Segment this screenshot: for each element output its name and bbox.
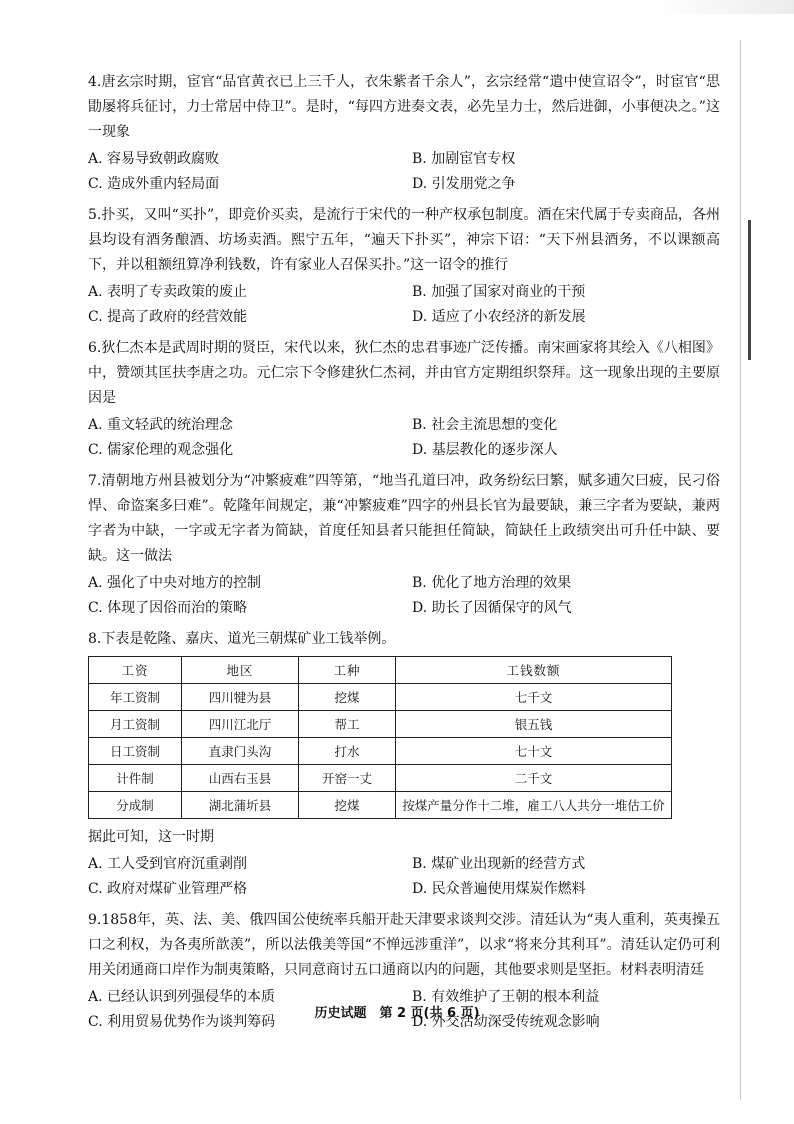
- table-cell: 四川犍为县: [182, 684, 299, 711]
- option-list: [88, 852, 720, 902]
- question-stem: 7.清朝地方州县被划分为“冲繁疲难”四等第，“地当孔道曰冲，政务纷纭曰繁，赋多逋欠曰疲，民刁俗悍、命盗案多曰难”。乾隆年间规定，兼“冲繁疲难”四字的州县长官为最要缺，兼三字者为要缺，兼两字者为中缺，一字或无字者为简缺，首度任知县者只能担任简缺，简缺任上政绩突出可升任中缺、要缺。这一做法: [88, 473, 720, 564]
- option-d[interactable]: D. 助长了因循保守的风气: [412, 600, 572, 616]
- question-7: [88, 469, 720, 621]
- option-c[interactable]: C. 利用贸易优势作为谈判筹码: [88, 1014, 276, 1030]
- table-header: 工资: [89, 657, 182, 684]
- table-cell: 七十文: [396, 738, 672, 765]
- table-cell: 山西右玉县: [182, 765, 299, 792]
- table-cell: 打水: [299, 738, 396, 765]
- question-stem: 9.1858年，英、法、美、俄四国公使统率兵船开赴天津要求谈判交涉。清廷认为“夷人重利，英夷操五口之利权，为各夷所歆羡”，所以法俄美等国“不惮远涉重洋”，以求“将来分其利耳”。清廷认定仍可利用关闭通商口岸作为制夷策略，只同意商讨五口通商以内的问题，其他要求则是坚拒。材料表明清廷: [88, 912, 720, 978]
- option-b[interactable]: B. 有效维护了王朝的根本利益: [412, 989, 600, 1005]
- question-followup: 据此可知，这一时期: [88, 829, 214, 845]
- option-c[interactable]: C. 儒家伦理的观念强化: [88, 442, 234, 458]
- option-list: [88, 413, 720, 463]
- question-4: [88, 70, 720, 197]
- option-c[interactable]: C. 政府对煤矿业管理严格: [88, 881, 248, 897]
- option-c[interactable]: C. 体现了因俗而治的策略: [88, 600, 248, 616]
- option-b[interactable]: B. 优化了地方治理的效果: [412, 575, 572, 591]
- table-header-row: [89, 657, 672, 684]
- table-cell: 挖煤: [299, 792, 396, 819]
- option-d[interactable]: D. 基层教化的逐步深人: [412, 442, 558, 458]
- wage-table: [88, 656, 672, 819]
- table-cell: 日工资制: [89, 738, 182, 765]
- question-6: [88, 336, 720, 463]
- table-cell: 银五钱: [396, 711, 672, 738]
- option-c[interactable]: C. 造成外重内轻局面: [88, 176, 220, 192]
- binding-mark: [748, 220, 751, 360]
- table-cell: 年工资制: [89, 684, 182, 711]
- option-list: [88, 571, 720, 621]
- table-cell: 分成制: [89, 792, 182, 819]
- option-a[interactable]: A. 已经认识到列强侵华的本质: [88, 989, 276, 1005]
- table-header: 工种: [299, 657, 396, 684]
- questions-area: [88, 70, 720, 1041]
- option-a[interactable]: A. 重文轻武的统治理念: [88, 417, 234, 433]
- question-stem: 4.唐玄宗时期，宦官“品官黄衣已上三千人，衣朱紫者千余人”，玄宗经常“遣中使宣诏令”，时宦官“思勖屡将兵征讨，力士常居中侍卫”。是时，“每四方进奏文表，必先呈力士，然后进御，小事便决之。”这一现象: [88, 74, 720, 140]
- table-row: [89, 738, 672, 765]
- option-d[interactable]: D. 外交活动深受传统观念影响: [412, 1014, 600, 1030]
- option-b[interactable]: B. 加强了国家对商业的干预: [412, 284, 586, 300]
- option-b[interactable]: B. 社会主流思想的变化: [412, 417, 558, 433]
- table-row: [89, 792, 672, 819]
- table-header: 工钱数额: [396, 657, 672, 684]
- page-footer: 历史试题 第 2 页(共 6 页): [314, 1006, 480, 1021]
- option-a[interactable]: A. 工人受到官府沉重剥削: [88, 856, 248, 872]
- option-b[interactable]: B. 煤矿业出现新的经营方式: [412, 856, 586, 872]
- table-cell: 挖煤: [299, 684, 396, 711]
- table-cell: 七千文: [396, 684, 672, 711]
- binding-margin-line: [740, 40, 741, 1100]
- table-cell: 直隶门头沟: [182, 738, 299, 765]
- option-a[interactable]: A. 容易导致朝政腐败: [88, 151, 220, 167]
- option-list: [88, 147, 720, 197]
- question-stem: 6.狄仁杰本是武周时期的贤臣，宋代以来，狄仁杰的忠君事迹广泛传播。南宋画家将其绘入《八相图》中，赞颂其匡扶李唐之功。元仁宗下令修建狄仁杰祠，并由官方定期组织祭拜。这一现象出现的主要原因是: [88, 340, 720, 406]
- question-8: [88, 627, 720, 902]
- option-list: [88, 280, 720, 330]
- table-cell: 开窑一丈: [299, 765, 396, 792]
- question-stem: 5.扑买，又叫“买扑”，即竞价买卖，是流行于宋代的一种产权承包制度。酒在宋代属于专卖商品，各州县均设有酒务酿酒、坊场卖酒。熙宁五年，“遍天下扑买”，神宗下诏：“天下州县酒务，不以课额高下，并以租额纽算净利钱数，许有家业人召保买扑。”这一诏令的推行: [88, 207, 720, 273]
- option-d[interactable]: D. 适应了小农经济的新发展: [412, 309, 586, 325]
- question-stem: 8.下表是乾隆、嘉庆、道光三朝煤矿业工钱举例。: [88, 631, 396, 647]
- table-row: [89, 684, 672, 711]
- option-a[interactable]: A. 强化了中央对地方的控制: [88, 575, 262, 591]
- question-5: [88, 203, 720, 330]
- option-d[interactable]: D. 民众普遍使用煤炭作燃料: [412, 881, 586, 897]
- option-c[interactable]: C. 提高了政府的经营效能: [88, 309, 248, 325]
- table-cell: 二千文: [396, 765, 672, 792]
- table-cell: 按煤产量分作十二堆，雇工八人共分一堆估工价: [396, 792, 672, 819]
- option-b[interactable]: B. 加剧宦官专权: [412, 151, 516, 167]
- option-d[interactable]: D. 引发朋党之争: [412, 176, 516, 192]
- table-header: 地区: [182, 657, 299, 684]
- table-row: [89, 765, 672, 792]
- scan-shade: [654, 0, 794, 14]
- table-row: [89, 711, 672, 738]
- table-cell: 月工资制: [89, 711, 182, 738]
- table-cell: 帮工: [299, 711, 396, 738]
- table-cell: 四川江北厅: [182, 711, 299, 738]
- option-a[interactable]: A. 表明了专卖政策的废止: [88, 284, 248, 300]
- table-cell: 计件制: [89, 765, 182, 792]
- table-cell: 湖北蒲圻县: [182, 792, 299, 819]
